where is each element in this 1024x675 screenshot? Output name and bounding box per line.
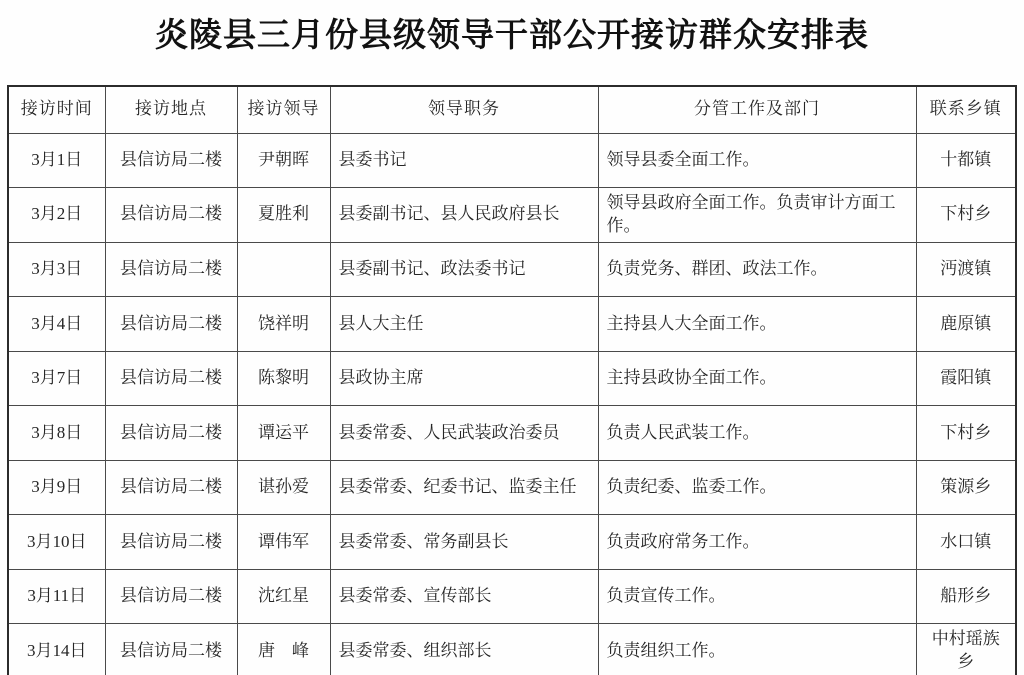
table-cell-place: 县信访局二楼 [105, 188, 237, 243]
table-cell-duty: 负责政府常务工作。 [598, 515, 916, 570]
table-row [8, 297, 1016, 352]
table-cell-time: 3月1日 [8, 133, 105, 188]
table-cell-time: 3月7日 [8, 351, 105, 406]
table-row [8, 569, 1016, 624]
table-cell-place: 县信访局二楼 [105, 624, 237, 675]
table-cell-position: 县委常委、纪委书记、监委主任 [330, 460, 598, 515]
table-cell-leader: 陈黎明 [237, 351, 330, 406]
table-cell-place: 县信访局二楼 [105, 297, 237, 352]
table-body [8, 133, 1016, 675]
table-cell-leader: 沈红星 [237, 569, 330, 624]
table-cell-position: 县委书记 [330, 133, 598, 188]
table-cell-time: 3月11日 [8, 569, 105, 624]
table-cell-time: 3月3日 [8, 242, 105, 297]
table-cell-leader: 谭运平 [237, 406, 330, 461]
table-cell-position: 县政协主席 [330, 351, 598, 406]
table-cell-leader [237, 242, 330, 297]
table-cell-town: 鹿原镇 [916, 297, 1016, 352]
table-row [8, 406, 1016, 461]
table-cell-town: 水口镇 [916, 515, 1016, 570]
table-cell-leader: 谌孙爱 [237, 460, 330, 515]
column-header-leader: 接访领导 [237, 86, 330, 133]
table-cell-town: 沔渡镇 [916, 242, 1016, 297]
table-row [8, 460, 1016, 515]
table-cell-duty: 领导县委全面工作。 [598, 133, 916, 188]
table-cell-town: 策源乡 [916, 460, 1016, 515]
table-cell-position: 县委常委、宣传部长 [330, 569, 598, 624]
table-cell-leader: 夏胜利 [237, 188, 330, 243]
reception-schedule-table [7, 85, 1017, 675]
table-cell-duty: 负责纪委、监委工作。 [598, 460, 916, 515]
table-cell-duty: 负责宣传工作。 [598, 569, 916, 624]
table-cell-place: 县信访局二楼 [105, 515, 237, 570]
table-cell-duty: 负责党务、群团、政法工作。 [598, 242, 916, 297]
table-header-row [8, 86, 1016, 133]
table-header [8, 86, 1016, 133]
table-cell-position: 县委常委、常务副县长 [330, 515, 598, 570]
table-cell-duty: 负责组织工作。 [598, 624, 916, 675]
table-row [8, 351, 1016, 406]
table-cell-town: 下村乡 [916, 188, 1016, 243]
table-cell-time: 3月14日 [8, 624, 105, 675]
column-header-duty: 分管工作及部门 [598, 86, 916, 133]
column-header-place: 接访地点 [105, 86, 237, 133]
table-cell-duty: 领导县政府全面工作。负责审计方面工作。 [598, 188, 916, 243]
table-cell-town: 下村乡 [916, 406, 1016, 461]
table-cell-duty: 主持县人大全面工作。 [598, 297, 916, 352]
table-cell-time: 3月10日 [8, 515, 105, 570]
table-cell-position: 县人大主任 [330, 297, 598, 352]
table-cell-place: 县信访局二楼 [105, 406, 237, 461]
column-header-position: 领导职务 [330, 86, 598, 133]
table-cell-time: 3月2日 [8, 188, 105, 243]
table-cell-town: 船形乡 [916, 569, 1016, 624]
table-cell-place: 县信访局二楼 [105, 133, 237, 188]
table-row [8, 133, 1016, 188]
table-cell-place: 县信访局二楼 [105, 351, 237, 406]
table-cell-time: 3月4日 [8, 297, 105, 352]
table-cell-position: 县委常委、人民武装政治委员 [330, 406, 598, 461]
table-cell-town: 中村瑶族乡 [916, 624, 1016, 675]
table-cell-duty: 主持县政协全面工作。 [598, 351, 916, 406]
column-header-time: 接访时间 [8, 86, 105, 133]
table-cell-duty: 负责人民武装工作。 [598, 406, 916, 461]
table-row [8, 515, 1016, 570]
table-cell-place: 县信访局二楼 [105, 569, 237, 624]
table-cell-place: 县信访局二楼 [105, 460, 237, 515]
table-cell-leader: 尹朝晖 [237, 133, 330, 188]
table-cell-town: 霞阳镇 [916, 351, 1016, 406]
table-cell-position: 县委副书记、政法委书记 [330, 242, 598, 297]
table-cell-leader: 饶祥明 [237, 297, 330, 352]
table-cell-place: 县信访局二楼 [105, 242, 237, 297]
table-cell-position: 县委副书记、县人民政府县长 [330, 188, 598, 243]
table-cell-leader: 唐 峰 [237, 624, 330, 675]
page-title: 炎陵县三月份县级领导干部公开接访群众安排表 [155, 18, 869, 54]
table-cell-time: 3月9日 [8, 460, 105, 515]
table-row [8, 188, 1016, 243]
table-cell-leader: 谭伟军 [237, 515, 330, 570]
table-row [8, 624, 1016, 675]
table-cell-time: 3月8日 [8, 406, 105, 461]
column-header-town: 联系乡镇 [916, 86, 1016, 133]
table-row [8, 242, 1016, 297]
table-cell-town: 十都镇 [916, 133, 1016, 188]
table-cell-position: 县委常委、组织部长 [330, 624, 598, 675]
